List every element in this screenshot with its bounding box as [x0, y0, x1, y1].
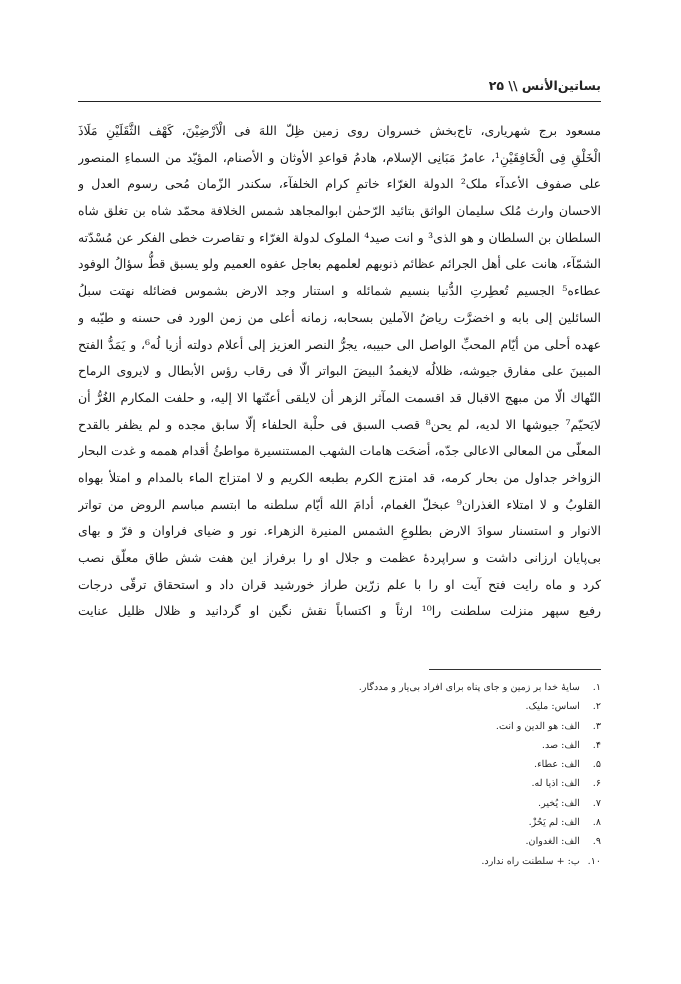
header-rule — [78, 101, 601, 102]
footnote-number: ۷. — [592, 797, 601, 809]
footnote — [181, 736, 601, 755]
footnote-text: الف: صد. — [541, 739, 580, 751]
footnote — [181, 697, 601, 716]
footnote — [181, 813, 601, 832]
footnote-text: سایهٔ خدا بر زمین و جای پناه برای افراد بی‌یار و مددگار. — [358, 682, 580, 693]
text-line: الاحسان وارث مُلک سلیمان الواثق بتائید الرّحمٰن ابوالمجاهد شمس الخلافة محمّد شاه بن تغلق شاه — [78, 203, 601, 219]
text-line: المبینَ علی مفارق جیوشه، ظلالُه لایغمدُ البیضَ البواتر الّا فی رقاب رؤس الأبطال و لایروی الرماح — [78, 363, 601, 379]
text-line: السائلین إلی بابه و اخضرَّت ریاضُ الآملین بسحابه، زمانه أعلی من زمن الورد فی حسنه و طیّبه و — [78, 309, 601, 325]
footnote-number: ۸. — [592, 817, 601, 829]
footnote-number: ۶. — [592, 778, 601, 790]
footnote-text: الف: عطاء. — [534, 759, 580, 771]
text-line: بی‌پایان ارزانی داشت و سراپردهٔ عظمت و جلال او را برفراز این هفت شش طاق معلّق نصب — [78, 550, 601, 565]
text-line: عهده أحلی من أیّام المحبِّ الواصل الی حبیبه، یجرُّ النصر العزیز إلی أعلام دولته أزیا لُه⁶، و یَمَدُّ الفتح — [78, 336, 601, 352]
footnote-number: ۲. — [592, 701, 601, 713]
text-line: رفیع سپهر منزلت سلطنت را¹⁰ ارثاً و اکتساباً نقش نگین او گردانید و ظلال ظلیل عنایت — [78, 603, 601, 619]
footnote-text: الف: لم یَحُزْ. — [528, 817, 580, 829]
text-line: عطاءه⁵ الجسیم تُعطِرتِ الدُّنیا بنسیم شمائله و استنار وجد الارض بشموس فضائله نهتت سبلُ — [78, 283, 601, 299]
footnote-rule — [429, 669, 601, 670]
text-line: علی صفوف الأعدآء ملک² الدولة الغرّاء خاتمِ کرام الخلفآء، سکندر الزّمان مُحی رسوم العدل و — [78, 176, 601, 192]
footnote-number: ۱۰. — [587, 855, 601, 867]
text-line: مسعود برج شهریاری، تاج‌بخش خسروان روی زمین ظِلّ اللهَ فی الْاَرْضِیْنَ، کَهْف الثَّقَلَیْنِ مَلَاذَ — [78, 123, 601, 138]
text-line: لایَحیّم⁷ جیوشها الا لدیه، لم یحن⁸ قصب السبق فی حلْبة الحلفاء إلّا سابق مجده و لم یظفر بالقدح — [78, 416, 601, 432]
text-line: القلوبُ و لا امتلاء الغذران⁹ عبخلّ الغمام، أدامَ الله أیّام سلطنه ما ابتسم مباسم الروض من تواتر — [78, 496, 601, 512]
text-line: الانوار و استسنار سوادَ الارض بطلوعِ الشمس المنیرة الزهراء. نور و ضیای فراوان و فرّ و بهای — [78, 523, 601, 539]
footnote-text: الف: اذیا له. — [531, 778, 580, 790]
text-line: المعلّی من المعالی الاعالی جدّه، أضحَت هامات الشهب المستنسیرة مواطئُ أقدام هممه و غدت البحار — [78, 443, 601, 459]
footnote-text: الف: الغدوان. — [525, 836, 580, 848]
text-line: الزواخر جداول من بحار کرمه، قد امتزج الکرم بطبعه الکریم و لا امتزاج الماء بالمدام و امتلأ بهواه — [78, 469, 601, 485]
footnote — [181, 774, 601, 793]
footnote-number: ۴. — [592, 739, 601, 751]
footnote-text: الف: یُخیر. — [538, 797, 580, 809]
running-head: بساتین‌الأنس \\ ۲۵ — [488, 78, 601, 93]
text-line: الْخَلْقِ فِی الْخَافِقَیْنِ¹، عامرُ مَبَانِی الإسلام، هادمُ قواعدِ الأوثان و الأصنام، المؤیّد من السماءِ المنصور — [78, 149, 601, 165]
footnote-number: ۵. — [592, 759, 601, 771]
text-line: السلطان بن السلطان و هو الذی³ و انت صید⁴ الملوک لدولة الغرّاء و تقاصرت خطی الفکر عن مُسْدّته — [78, 229, 601, 245]
footnote — [181, 678, 601, 697]
text-line: النّهاك الّا من مبهج الاقبال قد اقسمت المآثر الزهر أن لایلقی أعنّتها الا إلیه، و حلفت المکارم الغُرُّ أن — [78, 389, 601, 405]
footnote-number: ۱. — [592, 682, 601, 693]
main-text — [78, 118, 601, 625]
text-line: الشمّآء، هانت علی أهل الجرائم عظائم ذنوبهم لعلمهم بعاجل عفوه العمیم ولو یسبق قطُّ سؤالُ الوفود — [78, 256, 601, 272]
footnote-text: ب: + سلطنت راه ندارد. — [481, 855, 580, 867]
footnotes — [181, 678, 601, 871]
footnote-text: اساس: ملیک. — [525, 701, 580, 713]
footnote — [181, 794, 601, 813]
footnote — [181, 717, 601, 736]
footnote-number: ۳. — [592, 720, 601, 732]
text-line: کرد و ماه رایت فتح آیت او را با علم زرّین طراز خورشید قران داد و استحقاق ترقّی درجات — [78, 576, 601, 592]
footnote-number: ۹. — [592, 836, 601, 848]
footnote — [181, 832, 601, 851]
footnote — [181, 755, 601, 774]
footnote — [181, 852, 601, 871]
footnote-text: الف: هو الدین و انت. — [495, 720, 580, 732]
